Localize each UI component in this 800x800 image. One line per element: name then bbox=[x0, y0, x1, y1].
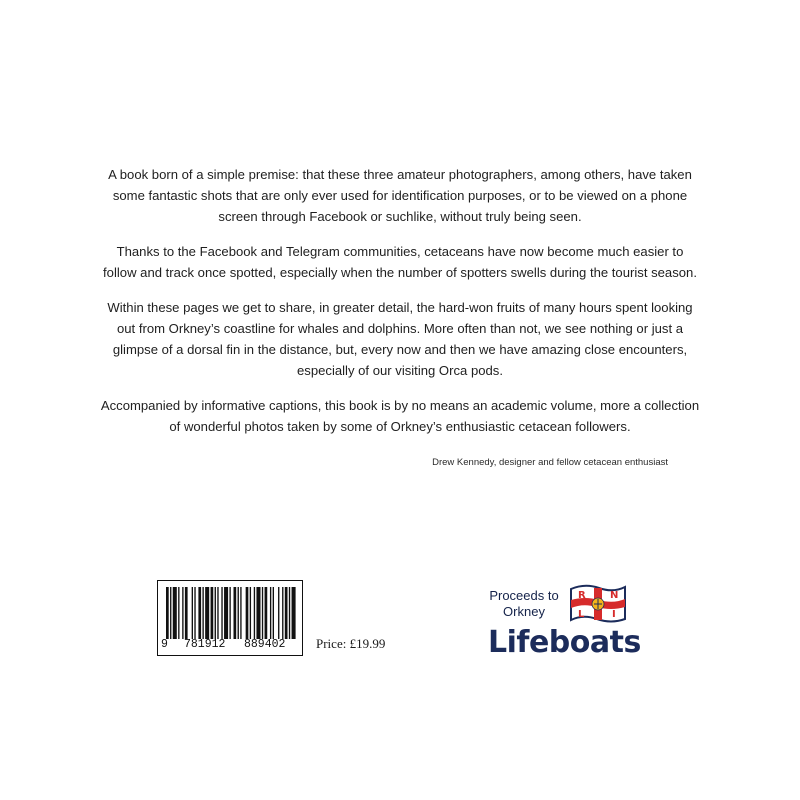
barcode-bar bbox=[198, 587, 201, 639]
barcode-bar bbox=[205, 587, 209, 639]
flag-letter-i: I bbox=[612, 609, 616, 620]
barcode-bar bbox=[289, 587, 290, 639]
isbn-right-group: 889402 bbox=[244, 638, 286, 651]
barcode-bar bbox=[217, 587, 218, 639]
barcode-bar bbox=[234, 587, 237, 639]
barcode-bar bbox=[192, 587, 193, 639]
barcode-bar bbox=[215, 587, 216, 639]
barcode-bar bbox=[246, 587, 249, 639]
blurb-paragraph-3: Within these pages we get to share, in greater detail, the hard-won fruits of many hours spent looking out from Orkney’s coastline for whales and dolphins. More often than not, we see nothing or just a glimpse of a dorsal fin in the distance, but, every now and then we have amazing close encounters, especially of our visiting Orca pods. bbox=[107, 300, 693, 378]
barcode-bar bbox=[178, 587, 179, 639]
proceeds-line-1: Proceeds to bbox=[489, 588, 559, 603]
barcode-bar bbox=[173, 587, 177, 639]
barcode-bar bbox=[254, 587, 255, 639]
barcode-bar bbox=[238, 587, 239, 639]
rnli-flag-icon bbox=[567, 583, 629, 625]
barcode-bar bbox=[282, 587, 283, 639]
barcode-bar bbox=[229, 587, 230, 639]
price-label: Price: £19.99 bbox=[316, 636, 386, 651]
rnli-lifeboats-logo bbox=[484, 583, 641, 663]
barcode-bar bbox=[221, 587, 222, 639]
barcode-bar bbox=[285, 587, 288, 639]
back-cover-blurb bbox=[100, 164, 700, 451]
barcode-bar bbox=[182, 587, 183, 639]
blurb-paragraph-2: Thanks to the Facebook and Telegram communities, cetaceans have now become much easier to follow and track once spotted, especially when the number of spotters swells during the tourist season. bbox=[103, 244, 697, 280]
barcode-bar bbox=[256, 587, 260, 639]
barcode-bar bbox=[202, 587, 203, 639]
lifeboats-wordmark: Lifeboats bbox=[488, 625, 641, 660]
barcode-bar bbox=[278, 587, 279, 639]
isbn-left-group: 781912 bbox=[184, 638, 226, 651]
blurb-paragraph-4: Accompanied by informative captions, this book is by no means an academic volume, more a collection of wonderful photos taken by some of Orkney’s enthusiastic cetacean followers. bbox=[100, 398, 700, 434]
barcode-bar bbox=[270, 587, 271, 639]
proceeds-to-orkney-text bbox=[484, 588, 564, 620]
flag-letter-r: R bbox=[578, 590, 586, 601]
barcode-bars bbox=[158, 581, 301, 641]
isbn-barcode bbox=[157, 580, 303, 656]
barcode-bar bbox=[170, 587, 171, 639]
barcode-bar bbox=[292, 587, 296, 639]
barcode-bar bbox=[185, 587, 188, 639]
flag-letter-l: L bbox=[578, 609, 585, 620]
barcode-bar bbox=[273, 587, 274, 639]
barcode-bar bbox=[265, 587, 268, 639]
blurb-paragraph-1: A book born of a simple premise: that these three amateur photographers, among others, have taken some fantastic shots that are only ever used for identification purposes, or to be viewed on a phone screen through Facebook or suchlike, without truly being seen. bbox=[108, 167, 692, 224]
barcode-bar bbox=[250, 587, 251, 639]
barcode-bar bbox=[194, 587, 195, 639]
barcode-bar bbox=[262, 587, 263, 639]
proceeds-line-2: Orkney bbox=[503, 604, 545, 619]
barcode-bar bbox=[166, 587, 169, 639]
barcode-bar bbox=[224, 587, 228, 639]
barcode-bar bbox=[211, 587, 214, 639]
author-credit: Drew Kennedy, designer and fellow cetacean enthusiast bbox=[432, 457, 668, 468]
barcode-bar bbox=[240, 587, 241, 639]
isbn-number bbox=[158, 638, 301, 653]
flag-letter-n: N bbox=[610, 590, 619, 601]
isbn-first-digit: 9 bbox=[161, 638, 168, 651]
